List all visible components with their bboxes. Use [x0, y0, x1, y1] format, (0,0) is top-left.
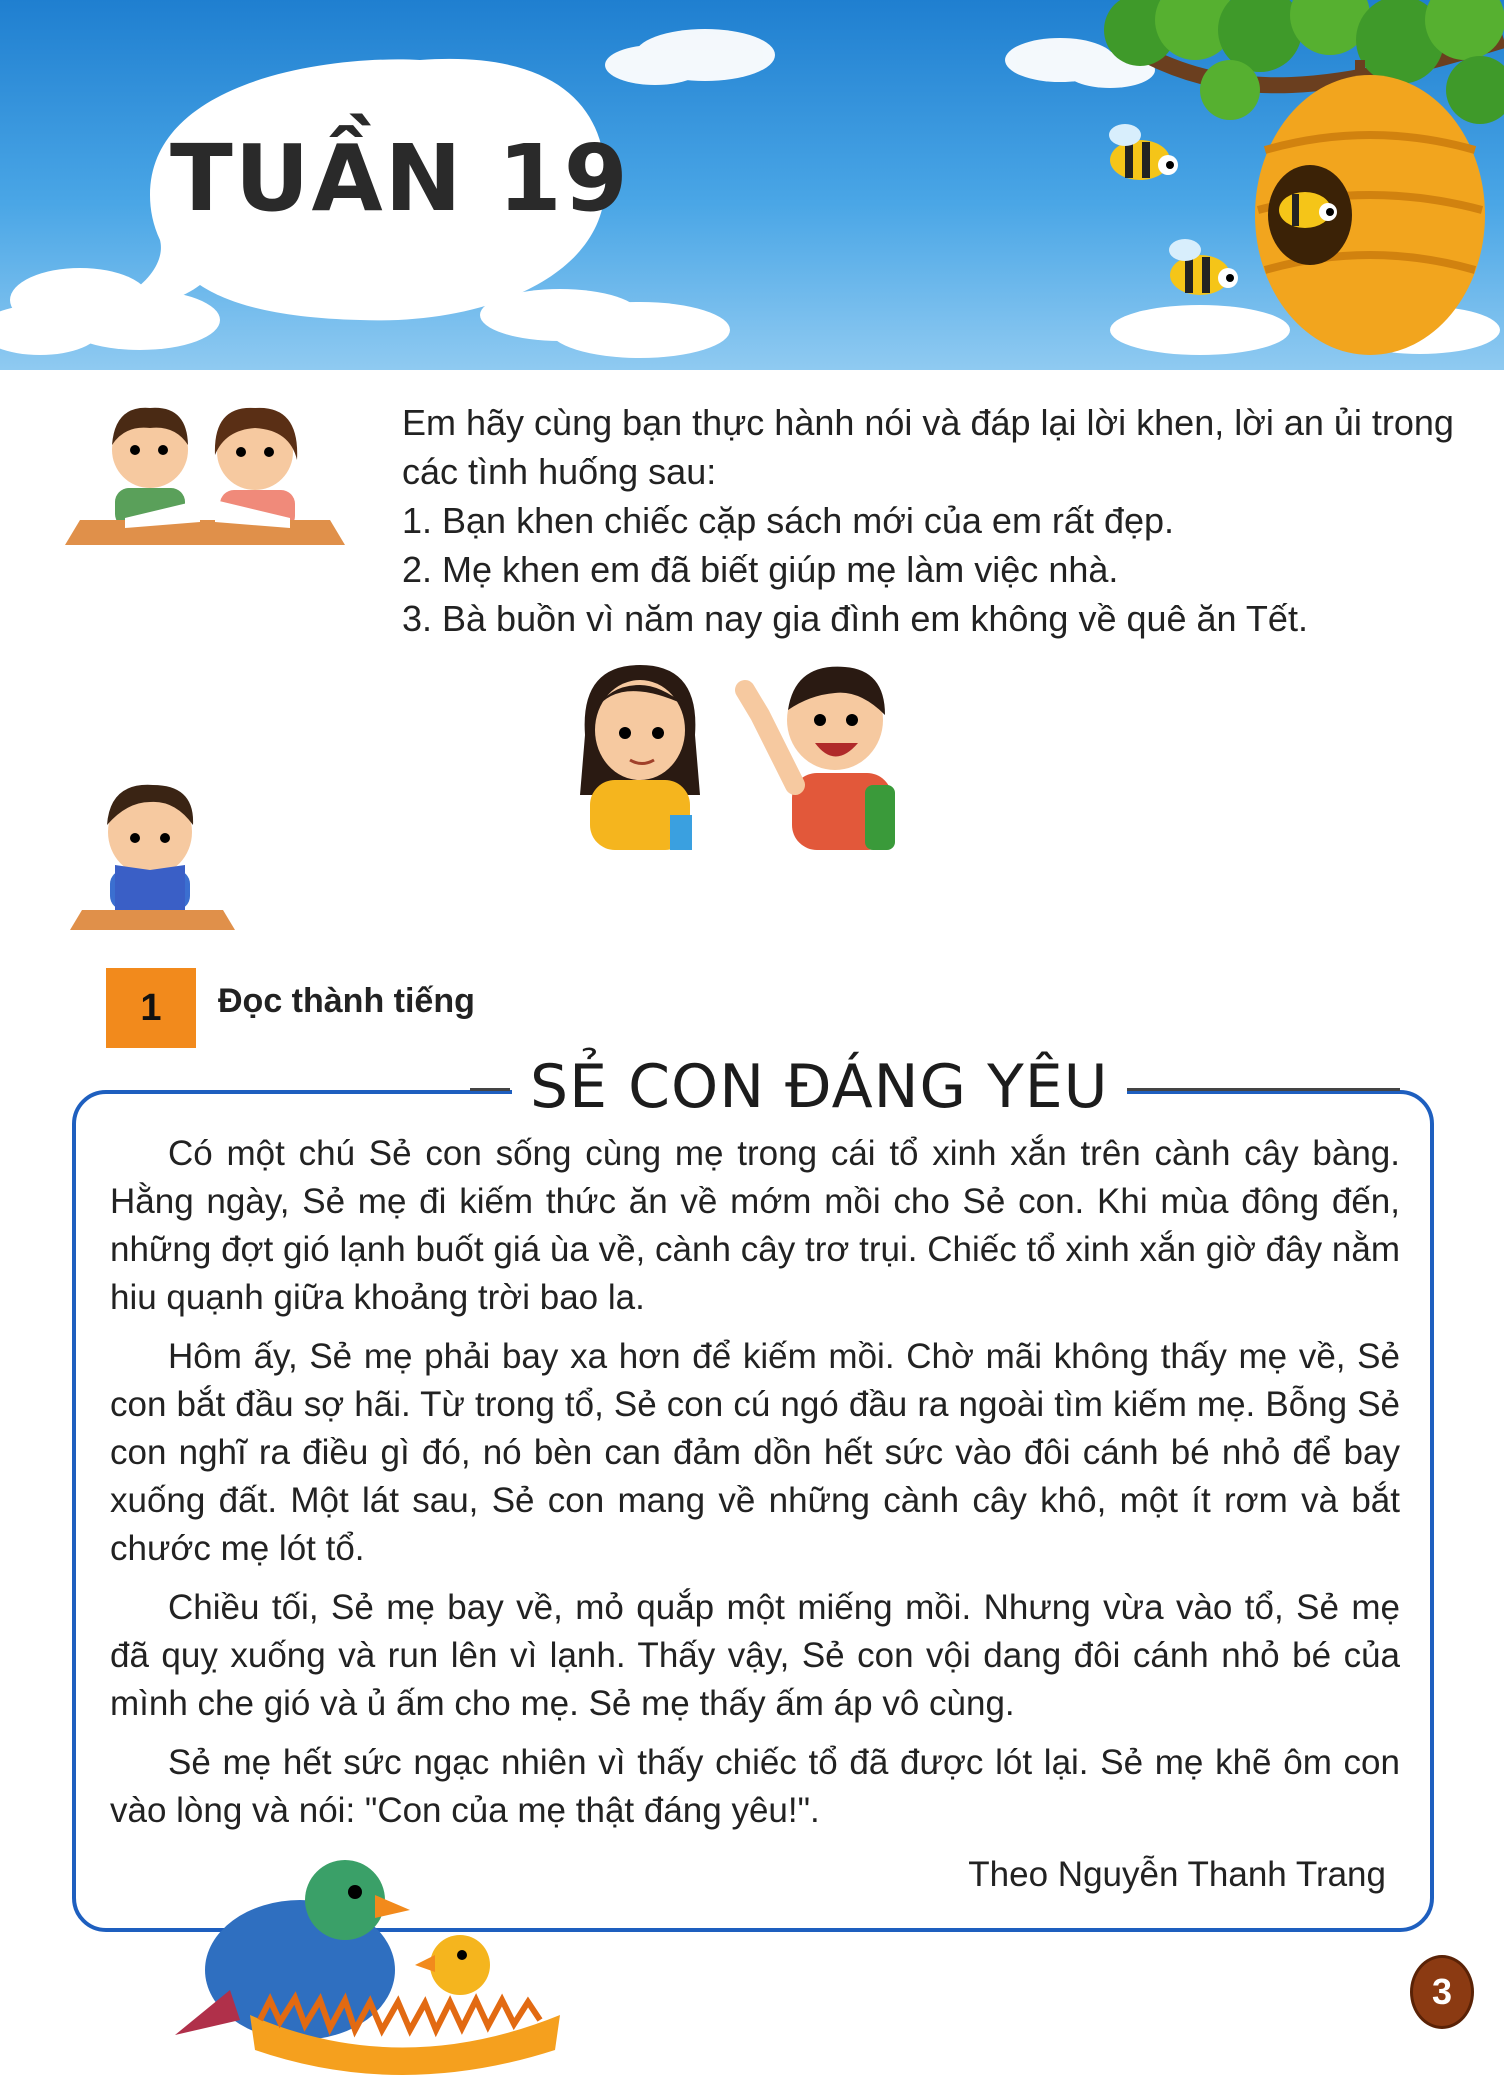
task-item: 1. Bạn khen chiếc cặp sách mới của em rất đẹp.: [402, 500, 1175, 541]
story-body: [110, 1130, 1400, 1846]
section-label: Đọc thành tiếng: [218, 982, 475, 1020]
kids-reading-illustration: [55, 390, 355, 560]
task-intro: Em hãy cùng bạn thực hành nói và đáp lại lời khen, lời an ủi trong các tình huống sau:: [402, 402, 1454, 492]
task-item: 2. Mẹ khen em đã biết giúp mẹ làm việc nhà.: [402, 549, 1119, 590]
task-item: 3. Bà buồn vì năm nay gia đình em không về quê ăn Tết.: [402, 598, 1308, 639]
title-rule-left: [470, 1088, 510, 1091]
story-paragraph: Có một chú Sẻ con sống cùng mẹ trong cái tổ xinh xắn trên cành cây bàng. Hằng ngày, Sẻ mẹ đi kiếm thức ăn về mớm mồi cho Sẻ con. Khi mùa đông đến, những đợt gió lạnh buốt giá ùa về, cành cây trơ trụi. Chiếc tổ xinh xắn giờ đây nằm hiu quạnh giữa khoảng trời bao la.: [110, 1134, 1400, 1317]
page-title: TUẦN 19: [170, 125, 630, 232]
task-instructions: [402, 398, 1462, 643]
children-greeting-illustration: [560, 655, 950, 850]
story-paragraph: Hôm ấy, Sẻ mẹ phải bay xa hơn để kiếm mồi. Chờ mãi không thấy mẹ về, Sẻ con bắt đầu sợ hãi. Từ trong tổ, Sẻ con cú ngó đầu ra ngoài tìm kiếm mẹ. Bỗng Sẻ con nghĩ ra điều gì đó, nó bèn can đảm dồn hết sức vào đôi cánh bé nhỏ để bay xuống đất. Một lát sau, Sẻ con mang về những cành cây khô, một ít rơm và bắt chước mẹ lót tổ.: [110, 1337, 1400, 1568]
story-paragraph: Sẻ mẹ hết sức ngạc nhiên vì thấy chiếc tổ đã được lót lại. Sẻ mẹ khẽ ôm con vào lòng và nói: "Con của mẹ thật đáng yêu!".: [110, 1743, 1400, 1830]
cloud-top: [605, 29, 1155, 88]
bee-icon: [1169, 239, 1238, 295]
bee-icon: [1109, 124, 1178, 180]
birds-nest-illustration: [170, 1840, 590, 2100]
story-paragraph: Chiều tối, Sẻ mẹ bay về, mỏ quắp một miếng mồi. Nhưng vừa vào tổ, Sẻ mẹ đã quỵ xuống và run lên vì lạnh. Thấy vậy, Sẻ con vội dang đôi cánh nhỏ bé của mình che gió và ủ ấm cho mẹ. Sẻ mẹ thấy ấm áp vô cùng.: [110, 1588, 1400, 1723]
boy-reading-illustration: [65, 770, 240, 935]
story-author: Theo Nguyễn Thanh Trang: [968, 1855, 1386, 1894]
page-number: 3: [1410, 1955, 1474, 2029]
story-title: SẺ CON ĐÁNG YÊU: [512, 1052, 1127, 1122]
section-number-badge: 1: [106, 968, 196, 1048]
